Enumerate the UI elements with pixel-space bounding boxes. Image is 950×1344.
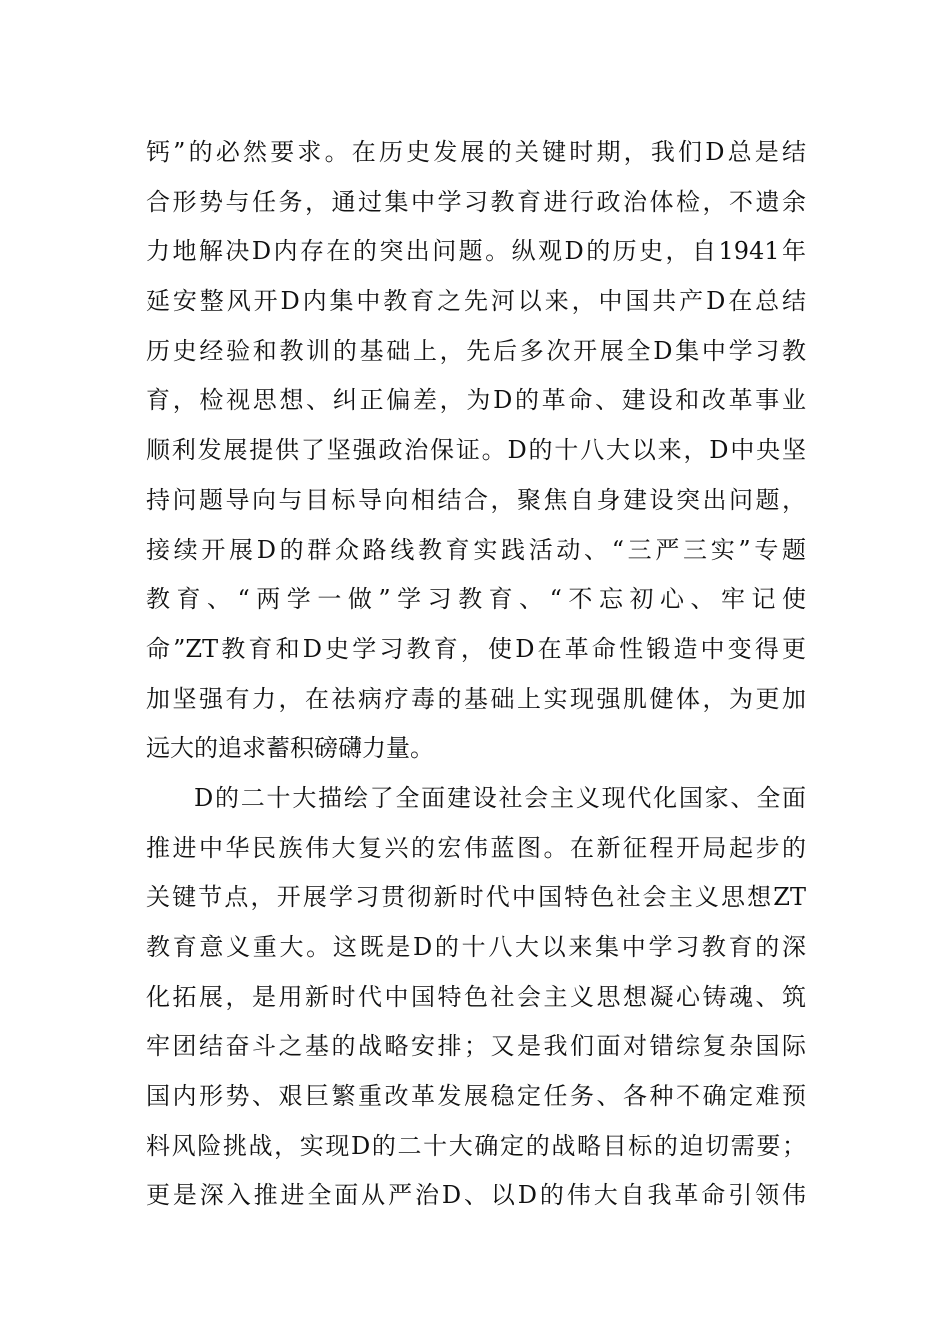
text-line: 教育、“两学一做”学习教育、“不忘初心、牢记使 (146, 585, 806, 614)
text-line: 延安整风开D内集中教育之先河以来，中国共产D在总结 (146, 287, 806, 316)
text-line: 育，检视思想、纠正偏差，为D的革命、建设和改革事业 (146, 386, 806, 415)
text-line: 持问题导向与目标导向相结合，聚焦自身建设突出问题， (146, 485, 806, 514)
text-line: 力地解决D内存在的突出问题。纵观D的历史，自1941年 (146, 237, 806, 266)
text-line: 合形势与任务，通过集中学习教育进行政治体检，不遗余 (146, 187, 806, 216)
text-line: 接续开展D的群众路线教育实践活动、“三严三实”专题 (146, 535, 806, 564)
text-line: 更是深入推进全面从严治D、以D的伟大自我革命引领伟 (146, 1181, 806, 1210)
text-line: 历史经验和教训的基础上，先后多次开展全D集中学习教 (146, 336, 806, 365)
text-line: 加坚强有力，在祛病疗毒的基础上实现强肌健体，为更加 (146, 684, 806, 713)
text-line: 远大的追求蓄积磅礴力量。 (146, 734, 434, 763)
paragraph-1 (146, 128, 806, 774)
text-line: 命”ZT教育和D史学习教育，使D在革命性锻造中变得更 (146, 634, 806, 663)
body-text (146, 128, 806, 1221)
text-line: 牢团结奋斗之基的战略安排；又是我们面对错综复杂国际 (146, 1032, 806, 1061)
paragraph-2 (146, 774, 806, 1221)
text-line: 钙”的必然要求。在历史发展的关键时期，我们D总是结 (146, 138, 806, 166)
text-line: 料风险挑战，实现D的二十大确定的战略目标的迫切需要； (146, 1131, 806, 1160)
text-line: D的二十大描绘了全面建设社会主义现代化国家、全面 (194, 783, 806, 812)
text-line: 教育意义重大。这既是D的十八大以来集中学习教育的深 (146, 933, 806, 961)
text-line: 化拓展，是用新时代中国特色社会主义思想凝心铸魂、筑 (146, 982, 806, 1011)
text-line: 推进中华民族伟大复兴的宏伟蓝图。在新征程开局起步的 (146, 833, 806, 862)
text-line: 关键节点，开展学习贯彻新时代中国特色社会主义思想ZT (146, 883, 806, 912)
text-line: 国内形势、艰巨繁重改革发展稳定任务、各种不确定难预 (146, 1082, 806, 1111)
text-line: 顺利发展提供了坚强政治保证。D的十八大以来，D中央坚 (146, 436, 806, 465)
